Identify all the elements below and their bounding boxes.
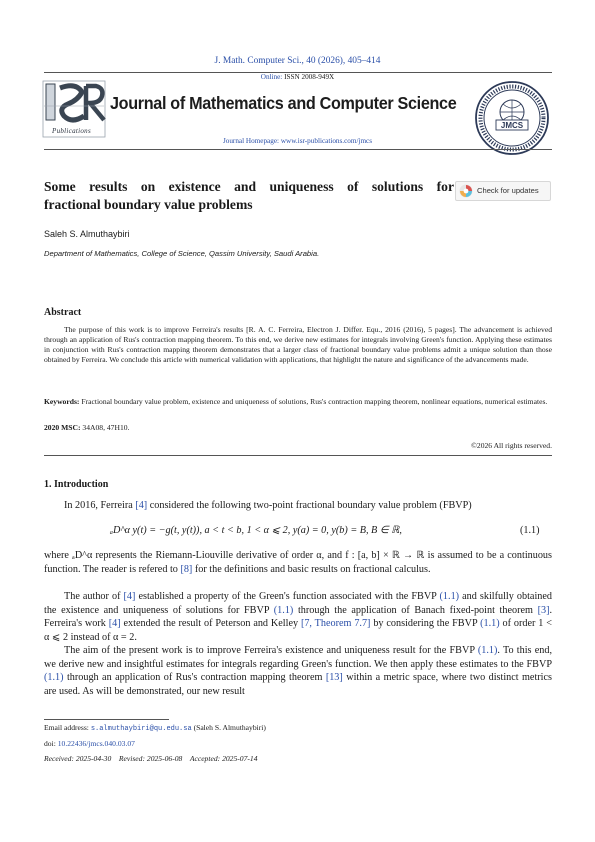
text: by considering the FBVP (370, 618, 481, 630)
title-line-2: fractional boundary value problems (44, 197, 253, 212)
online-label: Online: (260, 73, 283, 81)
keywords (44, 397, 552, 407)
text: The author of (64, 591, 124, 602)
author-name: Saleh S. Almuthaybiri (44, 229, 130, 239)
abstract-rule (44, 455, 552, 456)
text: The aim of the present work is to improve Ferreira's existence and uniqueness result for the FBVP (64, 645, 478, 656)
email-label: Email address: (44, 723, 89, 732)
received-dates (44, 754, 258, 763)
email-address (44, 723, 266, 734)
copyright: ©2026 All rights reserved. (471, 441, 552, 450)
journal-citation[interactable]: J. Math. Computer Sci., 40 (2026), 405–414 (214, 56, 381, 66)
intro-paragraph-4 (44, 644, 552, 698)
text: through an application of Rus's contraction mapping theorem (63, 672, 326, 684)
author-affiliation: Department of Mathematics, College of Science, Qassim University, Saudi Arabia. (44, 249, 320, 258)
intro-paragraph-3 (44, 590, 552, 644)
header-rule-bottom (44, 149, 552, 150)
section-heading-introduction: 1. Introduction (44, 479, 109, 490)
check-for-updates-button[interactable] (455, 181, 551, 201)
received-date: Received: 2025-04-30 (44, 754, 112, 763)
citation-link[interactable]: [3] (537, 604, 550, 616)
equation-1-1: ₐD^α y(t) = −g(t, y(t)), a < t < b, 1 < α ⩽ 2, y(a) = 0, y(b) = B, B ∈ ℝ, (110, 525, 402, 536)
msc-classification (44, 423, 129, 432)
equation-link[interactable]: (1.1) (477, 645, 498, 656)
intro-paragraph-1 (44, 499, 552, 513)
check-updates-label: Check for updates (477, 186, 539, 195)
text: where ₐD^α represents the Riemann-Liouville derivative of order α, and f : [a, b] × ℝ → ℝ is assumed to be a continuous function. The reader is refered to (44, 550, 552, 575)
text: through the application of Banach fixed-point theorem (293, 604, 538, 616)
text: . Ferreira's work (44, 604, 553, 630)
crossmark-icon (459, 184, 473, 198)
text: within a metric space, where two distinct metrics are used. As will be demonstrated, our new result (44, 672, 552, 697)
text: In 2016, Ferreira (64, 500, 136, 511)
equation-link[interactable]: (1.1) (273, 604, 294, 616)
doi (44, 739, 135, 748)
revised-date: Revised: 2025-06-08 (118, 754, 183, 763)
keywords-label: Keywords: (44, 397, 80, 406)
citation-link[interactable]: [4] (108, 618, 121, 630)
text: considered the following two-point fractional boundary value problem (FBVP) (147, 500, 472, 511)
journal-title: Journal of Mathematics and Computer Science (110, 93, 457, 113)
doi-link[interactable]: 10.22436/jmcs.040.03.07 (57, 739, 135, 748)
text: . To this end, we derive new and insightful estimates for integrals regarding Green's function. We then apply these estimates to the FBVP (44, 645, 552, 670)
email-link[interactable]: s.almuthaybiri@qu.edu.sa (90, 725, 192, 733)
msc-codes: 34A08, 47H10. (82, 423, 130, 432)
equation-link[interactable]: (1.1) (439, 591, 460, 602)
journal-homepage (0, 137, 595, 146)
doi-label: doi: (44, 739, 56, 748)
logo-sub-text: Publications (52, 127, 91, 135)
citation-link[interactable]: [4] (135, 500, 148, 511)
isr-publications-logo (42, 80, 106, 138)
title-line-1: Some results on existence and uniqueness of solutions for (44, 179, 454, 194)
equation-link[interactable]: (1.1) (480, 618, 500, 630)
citation-link[interactable]: [8] (180, 563, 193, 575)
citation-link[interactable]: [4] (123, 591, 136, 602)
text: established a property of the Green's function associated with the FBVP (135, 591, 440, 602)
text: for the definitions and basic results on fractional calculus. (192, 563, 431, 575)
text: extended the result of Peterson and Kelley (120, 618, 301, 630)
accepted-date: Accepted: 2025-07-14 (189, 754, 258, 763)
intro-paragraph-2 (44, 549, 552, 576)
text: of order 1 < α ⩽ 2 instead of α = 2. (44, 618, 552, 643)
footnote-rule (44, 719, 169, 720)
abstract-text: The purpose of this work is to improve Ferreira's results [R. A. C. Ferreira, Electron J. Differ. Equ., 2016 (2016), 5 pages]. The advancement is achieved through an application of Rus's contraction mapping theorem. To this end, we derive new estimates for integrals involving Green's function. Applying these estimates in conjunction with Rus's contraction mapping theorem demonstrates that a larger class of fractional boundary value problems admit a unique solution than those obtained by Ferreira. We conclude this article with numerical validation with applications, that highlight the nature and significance of the advancements made. (44, 325, 552, 364)
issn: ISSN 2008-949X (284, 73, 335, 81)
email-owner: (Saleh S. Almuthaybiri) (193, 723, 266, 732)
equation-link[interactable]: (1.1) (44, 672, 64, 684)
abstract-heading: Abstract (44, 307, 82, 318)
citation-link[interactable]: [13] (325, 672, 343, 684)
msc-label: 2020 MSC: (44, 423, 81, 432)
jmcs-text: JMCS (500, 121, 524, 130)
homepage-link[interactable]: www.isr-publications.com/jmcs (280, 137, 373, 145)
citation-link[interactable]: [7, Theorem 7.7] (300, 618, 371, 630)
equation-number: (1.1) (520, 525, 540, 536)
text: and skilfully obtained the existence and uniqueness of solutions for FBVP (44, 591, 552, 616)
article-title (44, 178, 454, 214)
homepage-label: Journal Homepage: (222, 137, 280, 145)
keywords-text: Fractional boundary value problem, existence and uniqueness of solutions, Rus's contraction mapping theorem, nonlinear equations, numerical estimates. (81, 397, 548, 406)
